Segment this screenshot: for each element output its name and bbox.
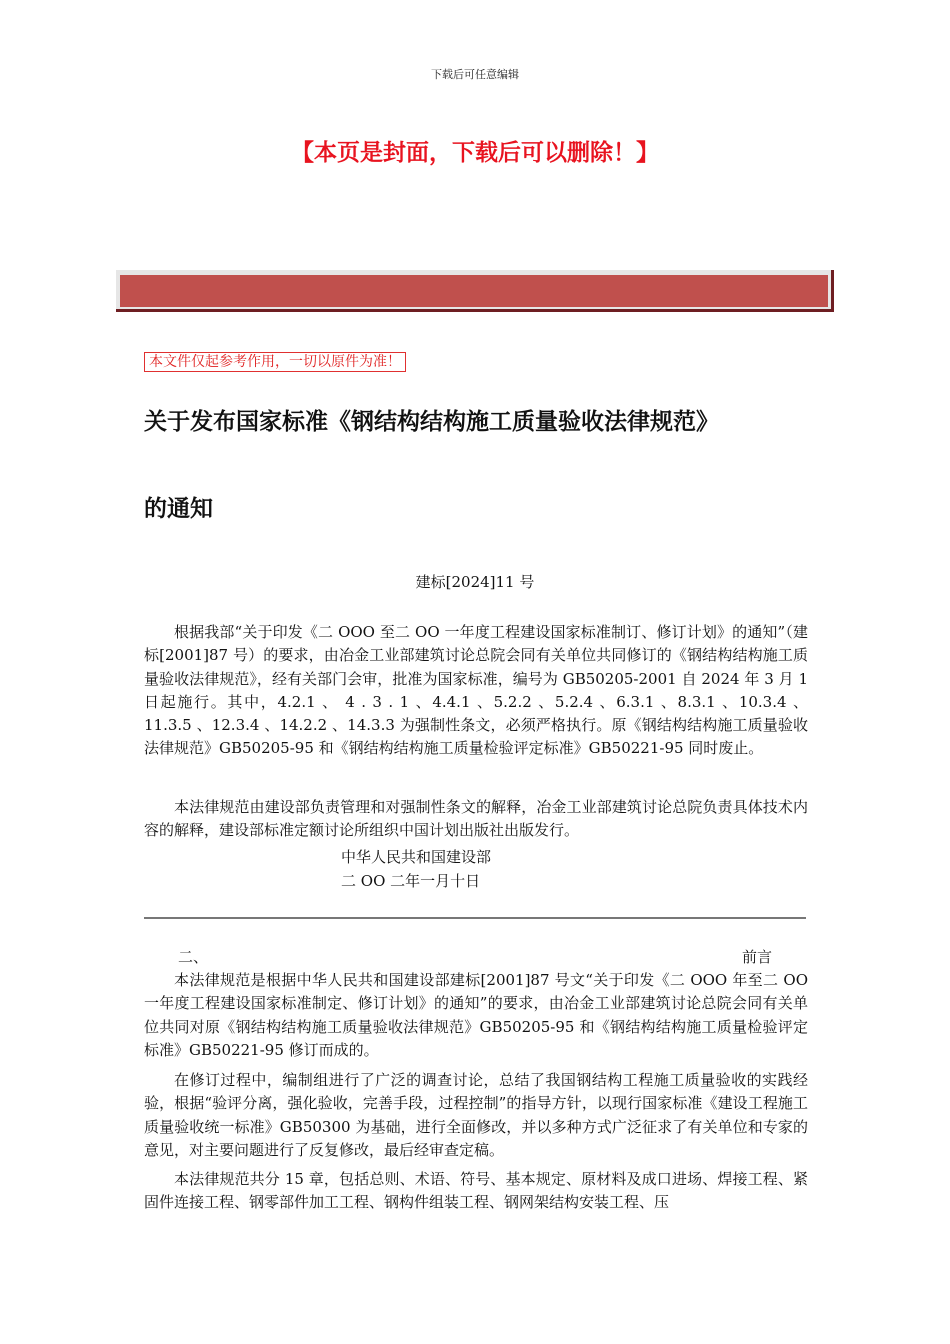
notice-paragraph-1 — [144, 621, 808, 761]
preface-paragraph-2 — [144, 1069, 808, 1162]
signature-org: 中华人民共和国建设部 — [341, 848, 492, 866]
preface-paragraph-3 — [144, 1168, 808, 1215]
document-title-line-1: 关于发布国家标准《钢结构结构施工质量验收法律规范》 — [144, 409, 719, 435]
decorative-banner — [116, 270, 834, 312]
paragraph-text: 本法律规范由建设部负责管理和对强制性条文的解释，冶金工业部建筑讨论总院负责具体技术内容的解释，建设部标准定额讨论所组织中国计划出版社出版发行。 — [144, 798, 808, 840]
section-divider — [144, 917, 806, 919]
paragraph-text: 在修订过程中，编制组进行了广泛的调查讨论，总结了我国钢结构工程施工质量验收的实践经验，根据“验评分离，强化验收，完善手段，过程控制”的指导方针，以现行国家标准《建设工程施工质量验收统一标准》GB50300 为基础，进行全面修改，并以多种方式广泛征求了有关单位和专家的意见，对主要问题进行了反复修改，最后经审查定稿。 — [144, 1071, 808, 1159]
preface-paragraph-1 — [144, 969, 808, 1062]
section-title: 前言 — [742, 948, 773, 966]
notice-paragraph-2 — [144, 796, 808, 843]
page-header: 下载后可任意编辑 — [431, 68, 519, 81]
reference-note: 本文件仅起参考作用，一切以原件为准！ — [144, 352, 406, 372]
cover-notice: 【本页是封面，下载后可以删除！】 — [291, 140, 659, 166]
paragraph-text: 根据我部“关于印发《二 OOO 至二 OO 一年度工程建设国家标准制订、修订计划》的通知”（建标[2001]87 号）的要求，由冶金工业部建筑讨论总院会同有关单位共同修订的《钢结构结构施工质量验收法律规范》，经有关部门会审，批准为国家标准，编号为 GB50205-2001 自 2024 年 3 月 1 日起施行。其中，4.2.1 、 4 . 3 . 1 、4.4.1 、5.2.2 、5.2.4 、6.3.1 、8.3.1 、10.3.4 、11.3.5 、12.3.4 、14.2.2 、14.3.3 为强制性条文，必须严格执行。原《钢结构结构施工质量验收法律规范》GB50205-95 和《钢结构结构施工质量检验评定标准》GB50221-95 同时废止。 — [144, 623, 808, 758]
signature-date: 二 OO 二年一月十日 — [341, 872, 481, 890]
paragraph-text: 本法律规范共分 15 章，包括总则、术语、符号、基本规定、原材料及成口进场、焊接工程、紧固件连接工程、钢零部件加工工程、钢构件组装工程、钢网架结构安装工程、压 — [144, 1170, 808, 1212]
banner-bar — [120, 275, 828, 307]
paragraph-text: 本法律规范是根据中华人民共和国建设部建标[2001]87 号文“关于印发《二 OOO 年至二 OO 一年度工程建设国家标准制定、修订计划》的通知”的要求，由冶金工业部建筑讨论总院会同有关单位共同对原《钢结构结构施工质量验收法律规范》GB50205-95 和《钢结构结构施工质量检验评定标准》GB50221-95 修订而成的。 — [144, 971, 808, 1059]
document-number: 建标[2024]11 号 — [415, 573, 535, 591]
document-title-line-2: 的通知 — [144, 496, 213, 522]
section-number: 二、 — [178, 948, 209, 966]
